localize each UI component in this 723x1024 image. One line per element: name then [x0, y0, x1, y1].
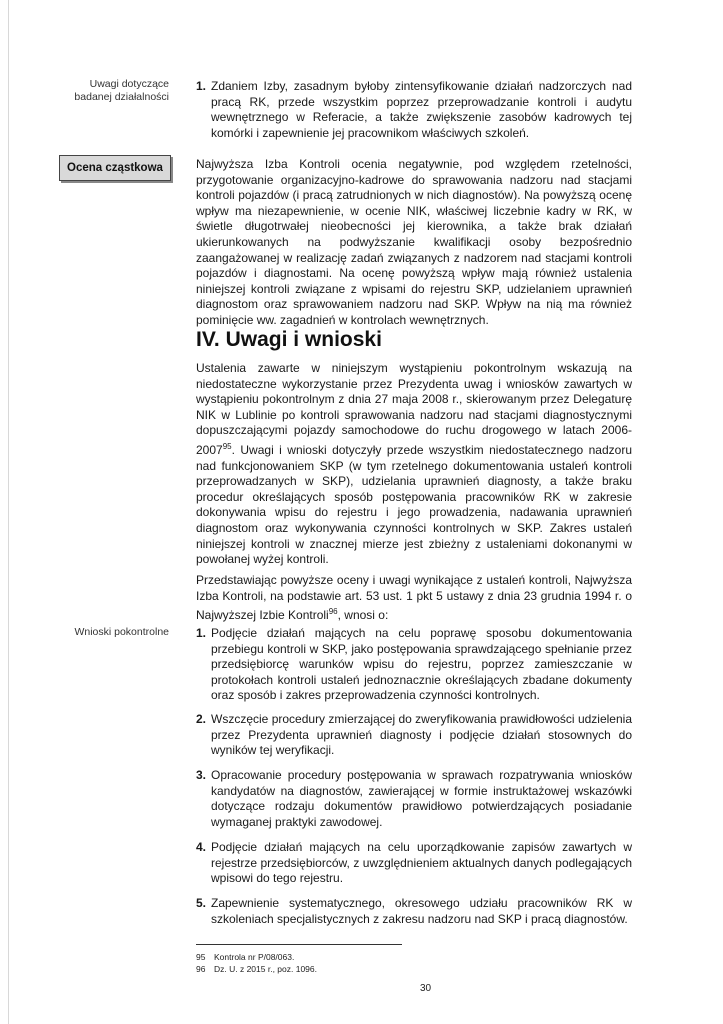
request-number: 1. — [196, 626, 207, 640]
scan-edge — [8, 0, 9, 1024]
request-text: Podjęcie działań mających na celu uporządkowanie zapisów zawartych w rejestrze przedsiębiorców, z uwzględnieniem aktualnych danych podlegających wpisowi do tego rejestru. — [211, 840, 632, 886]
footnote-96 — [196, 964, 317, 975]
request-text: Podjęcie działań mających na celu poprawę sposobu dokumentowania przebiegu kontroli w SKP, jako postępowania sprawdzającego spełnianie przez przedsiębiorcę warunków wpisu do rejestru, poprzez zamieszczanie w protokołach kontroli ustaleń jednoznacznie określających zbadane dokumenty oraz sposób i zakres przeprowadzenia czynności kontrolnych. — [211, 626, 632, 703]
footnote-ref-96: 96 — [328, 607, 338, 617]
request-text: Opracowanie procedury postępowania w sprawach rozpatrywania wniosków kandydatów na diagnostów, zawierającej w formie instruktażowej wskazówki dotyczące rodzaju dokumentów prawidłowo potwierdzających posiadanie wymaganej praktyki zawodowej. — [211, 768, 632, 829]
conclusions-paragraph-2 — [196, 573, 632, 624]
conclusions-paragraph-1 — [196, 361, 632, 568]
remark-item-1 — [196, 79, 632, 141]
request-text: Zapewnienie systematycznego, okresowego udziału pracowników RK w szkoleniach specjalistycznych z zakresu nadzoru nad SKP i pracą diagnostów. — [211, 896, 632, 926]
conclusions-text-1b: . Uwagi i wnioski dotyczyły przede wszystkim niedostatecznego nadzoru nad funkcjonowaniem SKP (w tym rzetelnego dokumentowania ustaleń kontroli przeprowadzanych w SKP), udzielania uprawnień diagnosty, a także braku procedur określających sposób postępowania pracowników RK w zakresie dokonywania wpisu do rejestru i jego prowadzenia, nadawania uprawnień diagnostom oraz wykonywania czynności kontrolnych w SKP. Zakres ustaleń niniejszej kontroli w znacznej mierze jest zbieżny z ustaleniami dokonanymi w powołanej wyżej kontroli. — [196, 442, 632, 567]
footnote-number: 96 — [196, 964, 206, 974]
assessment-text: Najwyższa Izba Kontroli ocenia negatywnie, pod względem rzetelności, przygotowanie organizacyjno-kadrowe do sprawowania nadzoru nad stacjami kontroli pojazdów (i pracą zatrudnionych w nich diagnostów). Na powyższą ocenę wpływ ma niezapewnienie, w ocenie NIK, właściwej liczebnie kadry w RK, w świetle długotrwałej nieobecności jej kierownika, a także brak działań ukierunkowanych na podwyższanie kwalifikacji osoby bezpośrednio zaangażowanej w realizację zadań związanych z nadzorem nad stacjami kontroli pojazdów i diagnostami. Na ocenę powyższą wpływ mają również ustalenia niniejszej kontroli związane z wpisami do rejestru SKP, udzielaniem uprawnień diagnostom oraz sprawowaniem nadzoru nad SKP. Wpływ na nią ma również pominięcie ww. zagadnień w kontrolach wewnętrznych. — [196, 157, 632, 327]
footnote-text: Kontrola nr P/08/063. — [214, 952, 295, 962]
remark-item-number: 1. — [196, 79, 207, 93]
request-item-2 — [196, 712, 632, 759]
side-note-remarks: Uwagi dotyczące badanej działalności — [74, 78, 169, 103]
request-item-5 — [196, 896, 632, 927]
section-heading: IV. Uwagi i wnioski — [196, 328, 382, 351]
remark-item-text: Zdaniem Izby, zasadnym byłoby zintensyfikowanie działań nadzorczych nad pracą RK, przede wszystkim poprzez przeprowadzanie kontroli i audytu wewnętrznego w Referacie, a także zwiększenie zasobów kadrowych tej komórki i zapewnienie jej pracownikom właściwych szkoleń. — [211, 79, 632, 140]
side-note-conclusions: Wnioski pokontrolne — [74, 626, 169, 638]
request-item-1 — [196, 626, 632, 704]
conclusions-text-2b: , wnosi o: — [337, 608, 389, 623]
request-text: Wszczęcie procedury zmierzającej do zweryfikowania prawidłowości udzielenia przez Prezydenta uprawnień diagnosty i podjęcie działań stosownych do wyników tej weryfikacji. — [211, 712, 632, 758]
conclusions-text-1a: Ustalenia zawarte w niniejszym wystąpieniu pokontrolnym wskazują na niedostateczne wykorzystanie przez Prezydenta uwag i wniosków zawartych w wystąpieniu pokontrolnym z dnia 27 maja 2008 r., skierowanym przez Delegaturę NIK w Lublinie po kontroli sprawowania nadzoru nad stacjami diagnostycznymi dopuszczającymi pojazdy samochodowe do ruchu drogowego w latach 2006-2007 — [196, 361, 632, 457]
page-number: 30 — [420, 983, 432, 994]
footnote-number: 95 — [196, 952, 206, 962]
footnote-ref-95: 95 — [222, 441, 232, 451]
footnote-separator — [196, 944, 402, 945]
request-number: 4. — [196, 840, 207, 854]
footnote-text: Dz. U. z 2015 r., poz. 1096. — [214, 964, 318, 974]
conclusions-text-2a: Przedstawiając powyższe oceny i uwagi wynikające z ustaleń kontroli, Najwyższa Izba Kontroli, na podstawie art. 53 ust. 1 pkt 5 ustawy z dnia 23 grudnia 1994 r. o Najwyższej Izbie Kontroli — [196, 573, 632, 623]
request-item-4 — [196, 840, 632, 887]
conclusions-text-2 — [196, 573, 632, 624]
footnote-95 — [196, 952, 294, 963]
partial-assessment-box: Ocena cząstkowa — [59, 155, 171, 181]
conclusions-text-1 — [196, 361, 632, 568]
request-number: 3. — [196, 768, 207, 782]
request-item-3 — [196, 768, 632, 830]
assessment-paragraph — [196, 157, 632, 329]
request-number: 5. — [196, 896, 207, 910]
request-number: 2. — [196, 712, 207, 726]
